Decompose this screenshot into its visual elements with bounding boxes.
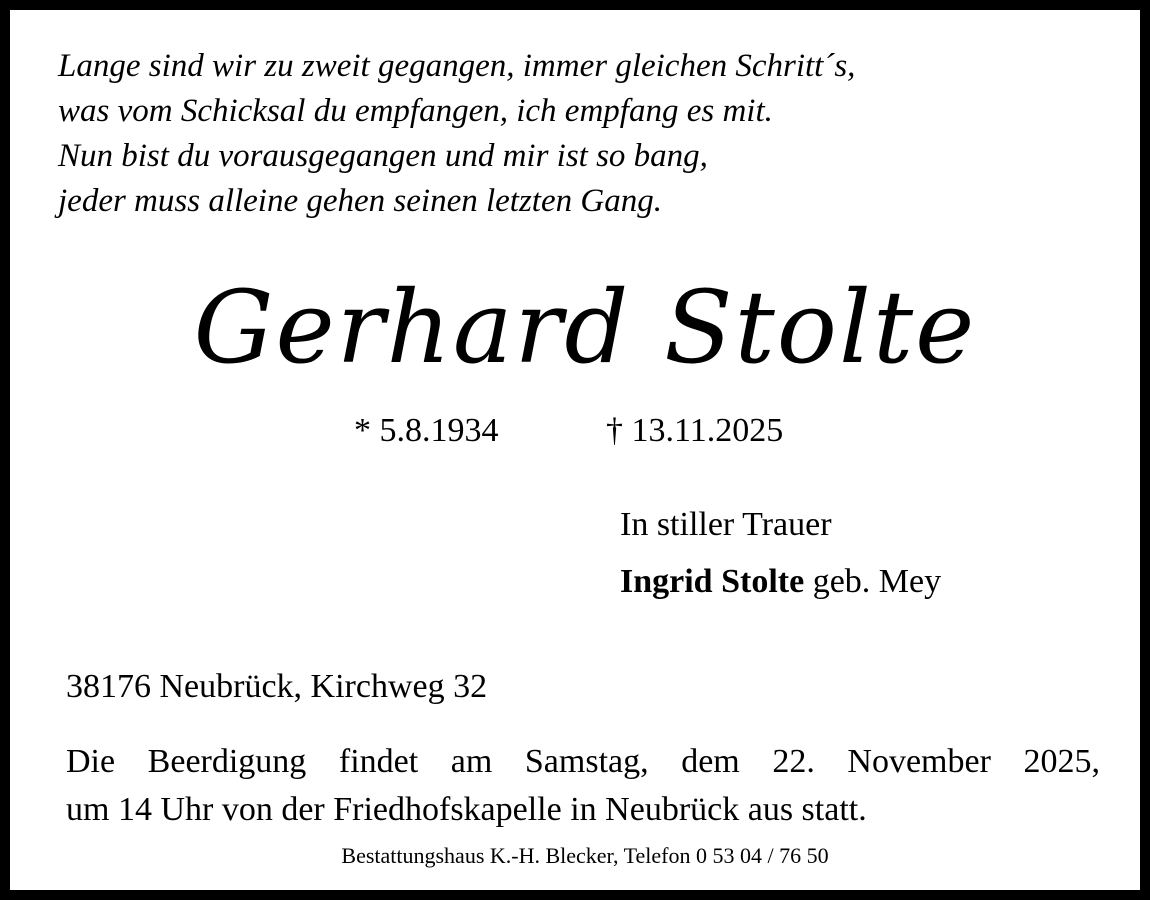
poem-line: jeder muss alleine gehen seinen letzten Gang. [58,183,662,219]
birth-date: * 5.8.1934 [354,412,499,449]
death-date: † 13.11.2025 [606,412,784,449]
poem-line: Nun bist du vorausgegangen und mir ist so bang, [58,138,708,174]
funeral-line: Die Beerdigung findet am Samstag, dem 22. November 2025, [66,743,1100,780]
mourning-phrase: In stiller Trauer [620,506,832,543]
funeral-line: um 14 Uhr von der Friedhofskapelle in Neubrück aus statt. [66,791,867,828]
address: 38176 Neubrück, Kirchweg 32 [66,668,488,705]
funeral-home-footer: Bestattungshaus K.-H. Blecker, Telefon 0 53 04 / 76 50 [341,843,829,868]
poem [58,44,1058,224]
funeral-notice [66,738,1100,834]
mourner-name: Ingrid Stolte [620,563,805,600]
mourner-line [620,561,941,603]
poem-line: Lange sind wir zu zweit gegangen, immer gleichen Schritt´s, [58,48,856,84]
poem-line: was vom Schicksal du empfangen, ich empfang es mit. [58,93,773,129]
deceased-name: Gerhard Stolte [193,269,977,386]
mourner-suffix: geb. Mey [812,563,942,600]
